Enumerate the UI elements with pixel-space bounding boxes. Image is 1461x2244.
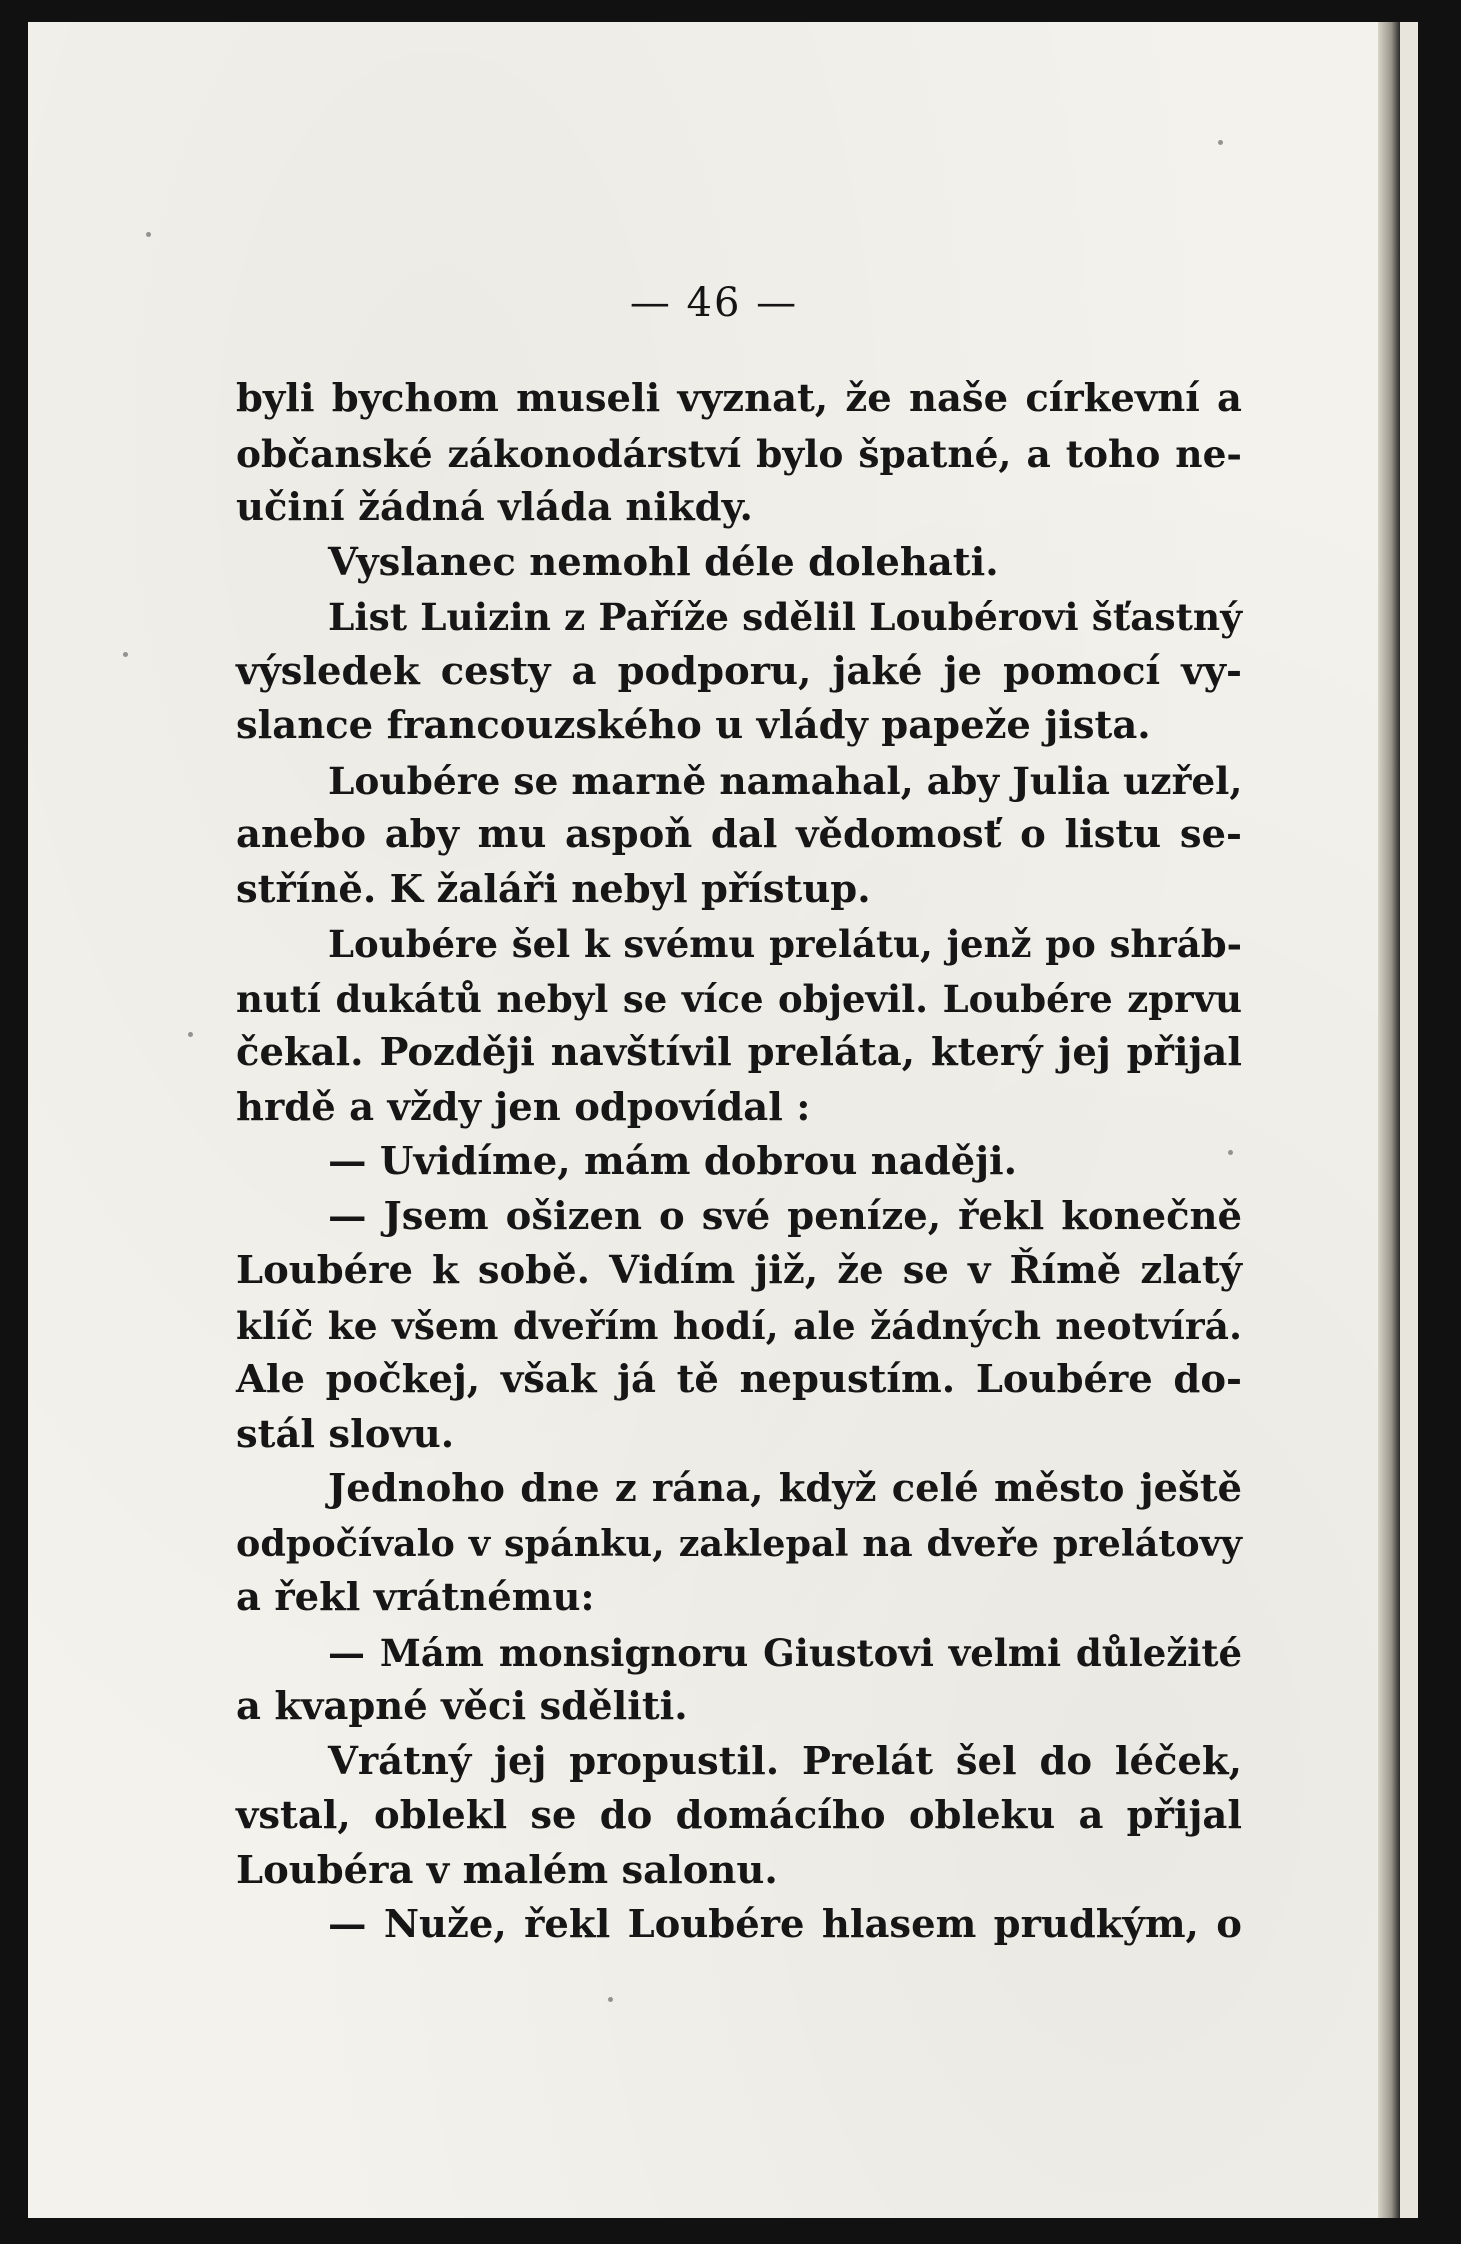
text-line: List Luizin z Paříže sdělil Loubérovi šťastný	[328, 595, 1242, 639]
scan-speck	[608, 1997, 613, 2002]
text-line: odpočívalo v spánku, zaklepal na dveře prelátovy	[236, 1521, 1242, 1565]
scan-speck	[146, 232, 151, 237]
book-page	[28, 22, 1400, 2218]
text-line: čekal. Později navštívil preláta, který jej přijal	[236, 1030, 1242, 1075]
text-line: — Mám monsignoru Giustovi velmi důležité	[328, 1630, 1242, 1675]
page-number: — 46 —	[629, 280, 799, 326]
adjacent-page-strip	[1400, 22, 1418, 2218]
scan-speck	[123, 652, 128, 657]
text-line: byli bychom museli vyznat, že naše církevní a	[236, 376, 1242, 421]
text-line: stříně. K žaláři nebyl přístup.	[236, 866, 871, 912]
text-line: anebo aby mu aspoň dal vědomosť o listu se-	[236, 812, 1242, 857]
scan-speck	[1228, 1150, 1233, 1155]
text-line: Vyslanec nemohl déle dolehati.	[328, 539, 999, 585]
text-line: vstal, oblekl se do domácího obleku a přijal	[236, 1793, 1242, 1838]
text-line: — Uvidíme, mám dobrou naději.	[328, 1139, 1018, 1184]
text-line: Loubéra v malém salonu.	[236, 1847, 778, 1893]
scan-speck	[1218, 140, 1223, 145]
text-line: Loubére šel k svému prelátu, jenž po shráb-	[328, 922, 1242, 966]
text-line: stál slovu.	[236, 1411, 455, 1457]
text-line: Jednoho dne z rána, když celé město ještě	[328, 1466, 1242, 1511]
text-line: slance francouzského u vlády papeže jista.	[236, 703, 1151, 748]
text-line: výsledek cesty a podporu, jaké je pomocí vy-	[236, 648, 1242, 694]
text-line: učiní žádná vláda nikdy.	[236, 485, 753, 530]
text-line: klíč ke všem dveřím hodí, ale žádných neotvírá.	[236, 1303, 1242, 1348]
page-edge-shadow	[1378, 22, 1400, 2218]
scan-speck	[188, 1032, 193, 1037]
text-line: nutí dukátů nebyl se více objevil. Loubére zprvu	[236, 976, 1242, 1021]
text-line: Loubére se marně namahal, aby Julia uzřel,	[328, 758, 1243, 803]
text-line: Ale počkej, však já tě nepustím. Loubére do-	[236, 1357, 1242, 1402]
text-line: a řekl vrátnému:	[236, 1575, 595, 1620]
text-line: občanské zákonodárství bylo špatné, a toho ne-	[236, 431, 1242, 476]
text-line: hrdě a vždy jen odpovídal :	[236, 1084, 811, 1130]
text-line: Loubére k sobě. Vidím již, že se v Římě zlatý	[236, 1248, 1242, 1293]
text-line: — Jsem ošizen o své peníze, řekl konečně	[328, 1193, 1242, 1239]
text-line: — Nuže, řekl Loubére hlasem prudkým, o	[328, 1902, 1242, 1947]
text-line: a kvapné věci sděliti.	[236, 1684, 688, 1729]
body-text	[236, 372, 1242, 1953]
text-line: Vrátný jej propustil. Prelát šel do léček,	[328, 1738, 1242, 1784]
